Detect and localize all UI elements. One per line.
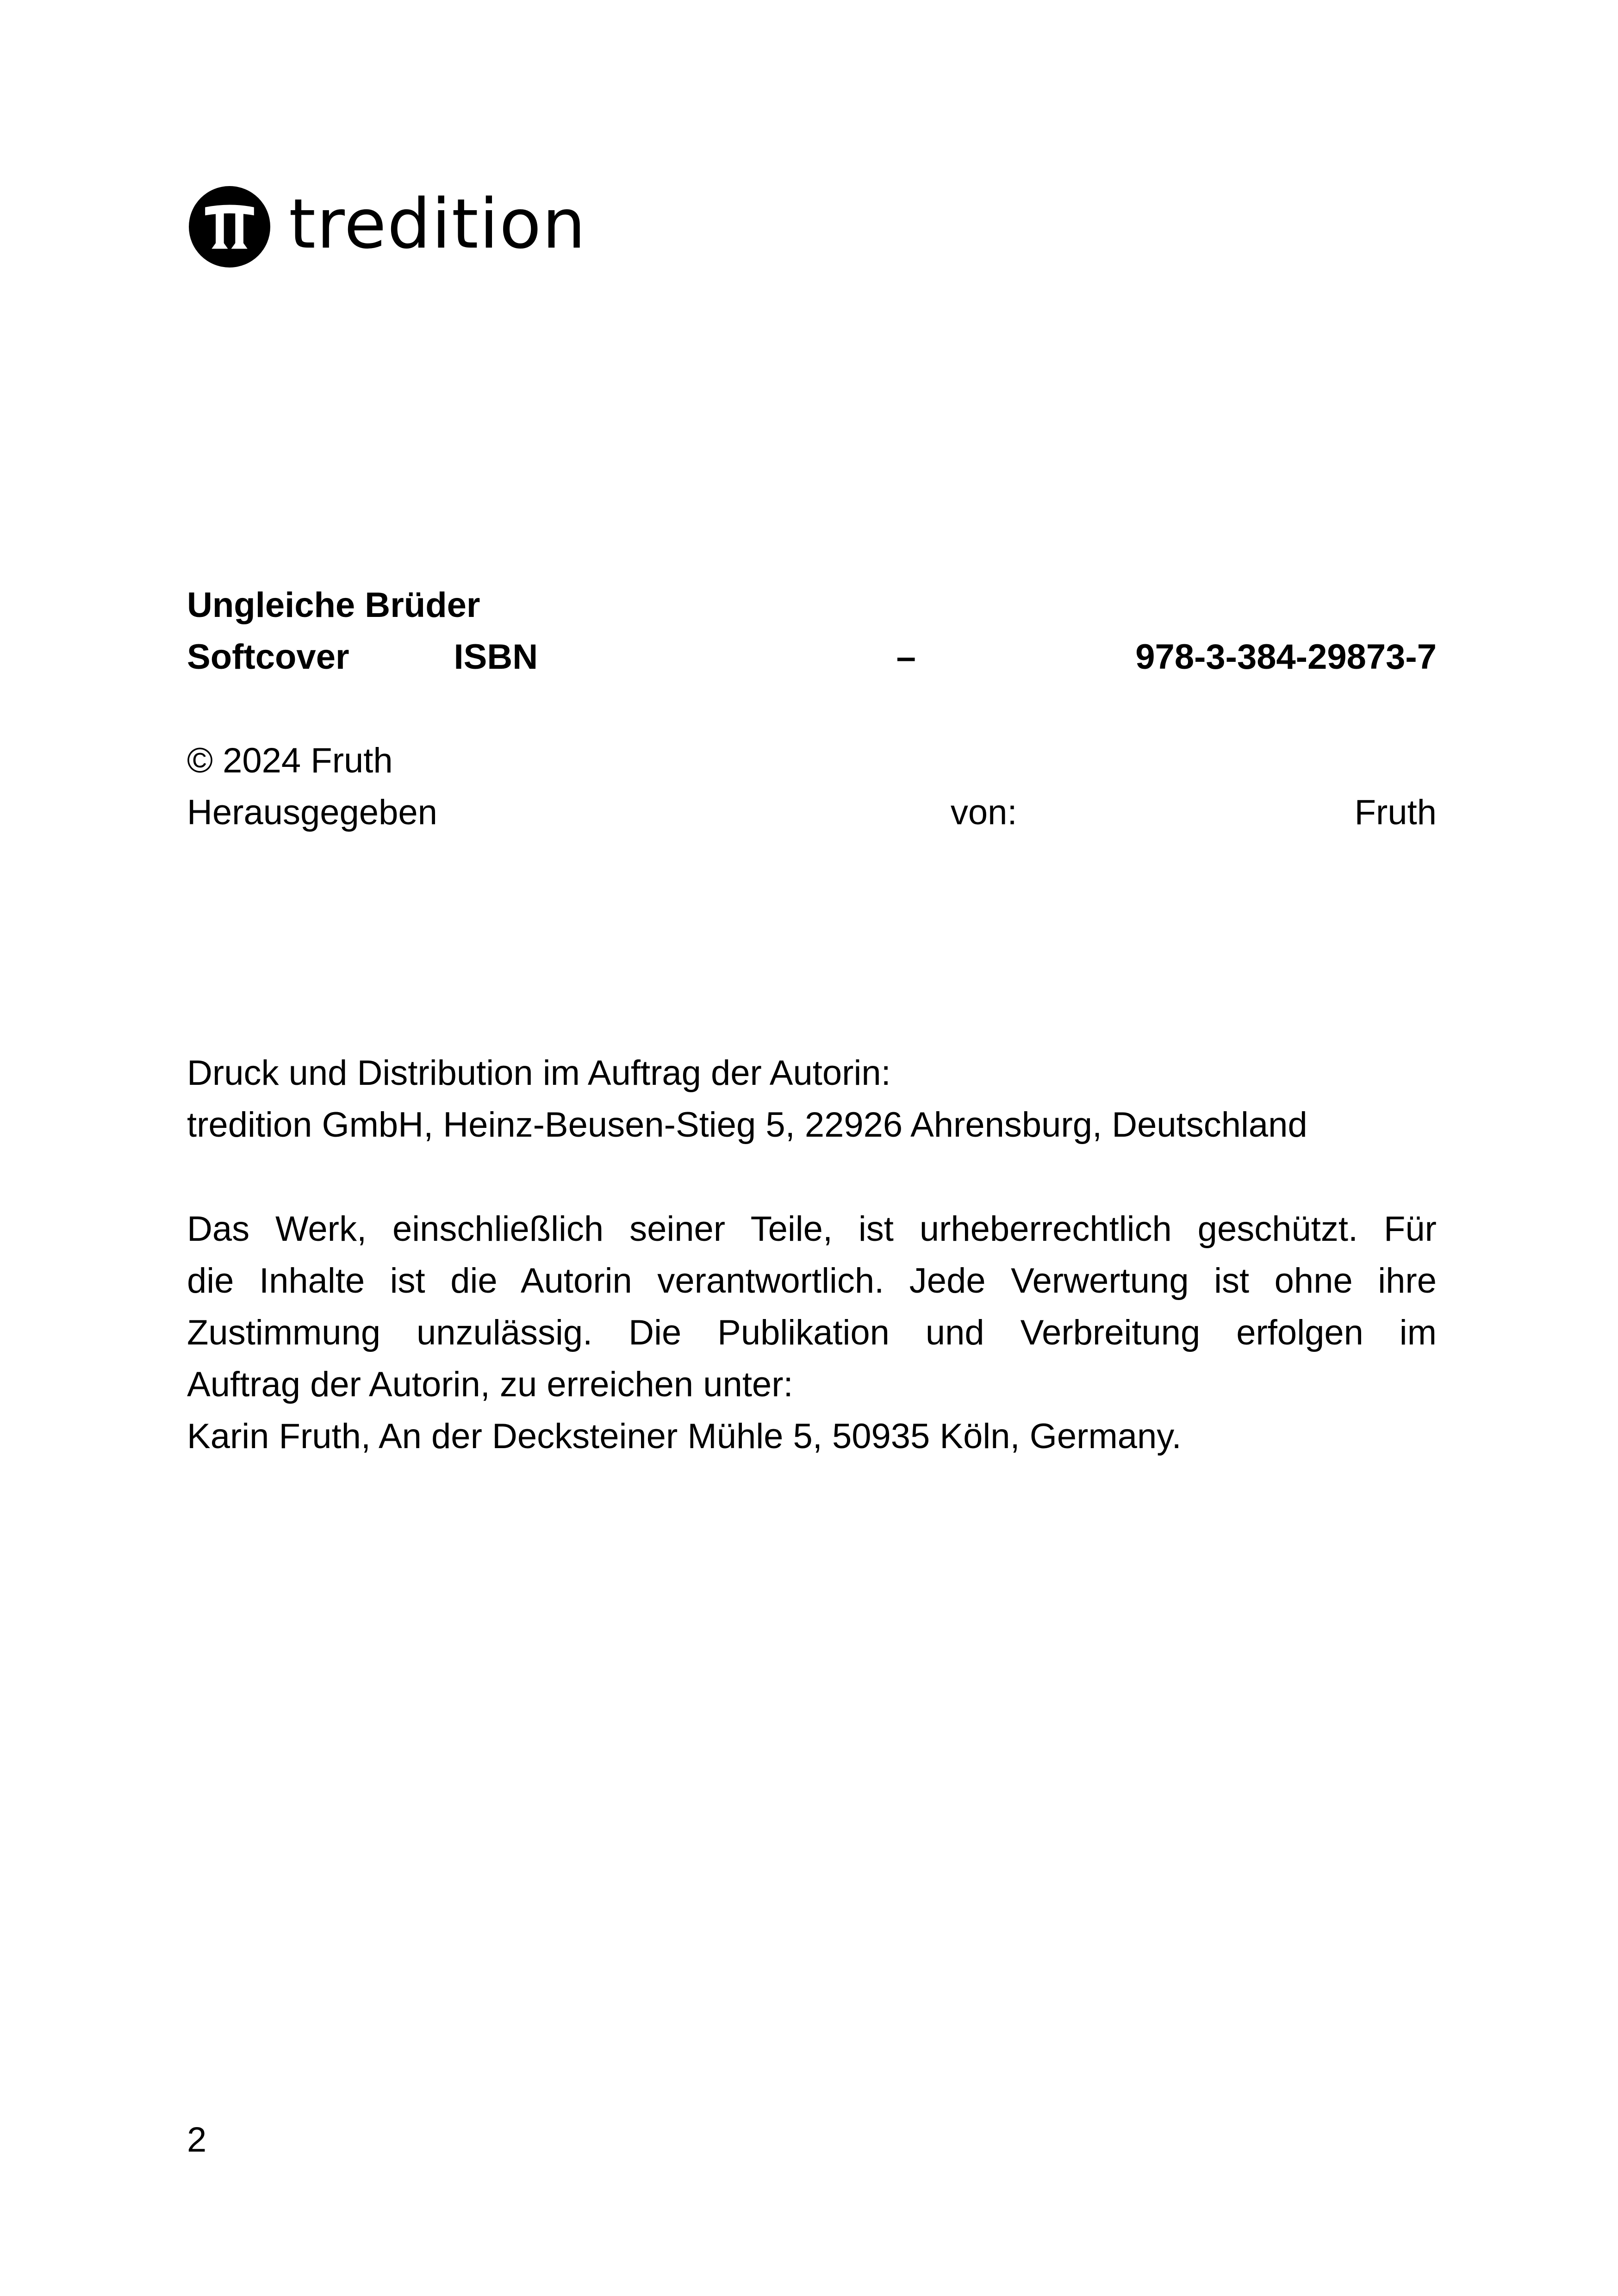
published-by-label: Herausgegeben bbox=[187, 793, 437, 832]
published-by-von: von: bbox=[950, 793, 1017, 832]
isbn-dash: – bbox=[896, 637, 916, 677]
page-number: 2 bbox=[187, 2120, 207, 2159]
copyright-line: © 2024 Fruth bbox=[187, 741, 393, 780]
distribution-line-2: tredition GmbH, Heinz-Beusen-Stieg 5, 22926 Ahrensburg, Deutschland bbox=[187, 1105, 1307, 1145]
isbn-line bbox=[187, 631, 1437, 683]
distribution-line-1: Druck und Distribution im Auftrag der Autorin: bbox=[187, 1053, 891, 1093]
published-by-name: Fruth bbox=[1354, 793, 1437, 832]
book-title: Ungleiche Brüder bbox=[187, 585, 480, 625]
tredition-t-circle-icon bbox=[189, 186, 270, 268]
isbn-number: 978-3-384-29873-7 bbox=[1135, 637, 1437, 677]
isbn-label: ISBN bbox=[454, 637, 538, 677]
format-label: Softcover bbox=[187, 637, 349, 677]
legal-line-2: die Inhalte ist die Autorin verantwortlich. Jede Verwertung ist ohne ihre bbox=[187, 1261, 1437, 1300]
publisher-logo-text: tredition bbox=[289, 184, 587, 264]
published-by-line bbox=[187, 787, 1437, 839]
publisher-logo bbox=[189, 185, 586, 268]
legal-line-1: Das Werk, einschließlich seiner Teile, ist urheberrechtlich geschützt. Für bbox=[187, 1209, 1437, 1249]
legal-line-3: Zustimmung unzulässig. Die Publikation und Verbreitung erfolgen im bbox=[187, 1313, 1437, 1352]
legal-line-4: Auftrag der Autorin, zu erreichen unter: bbox=[187, 1365, 793, 1404]
legal-line-5: Karin Fruth, An der Decksteiner Mühle 5, 50935 Köln, Germany. bbox=[187, 1417, 1182, 1456]
